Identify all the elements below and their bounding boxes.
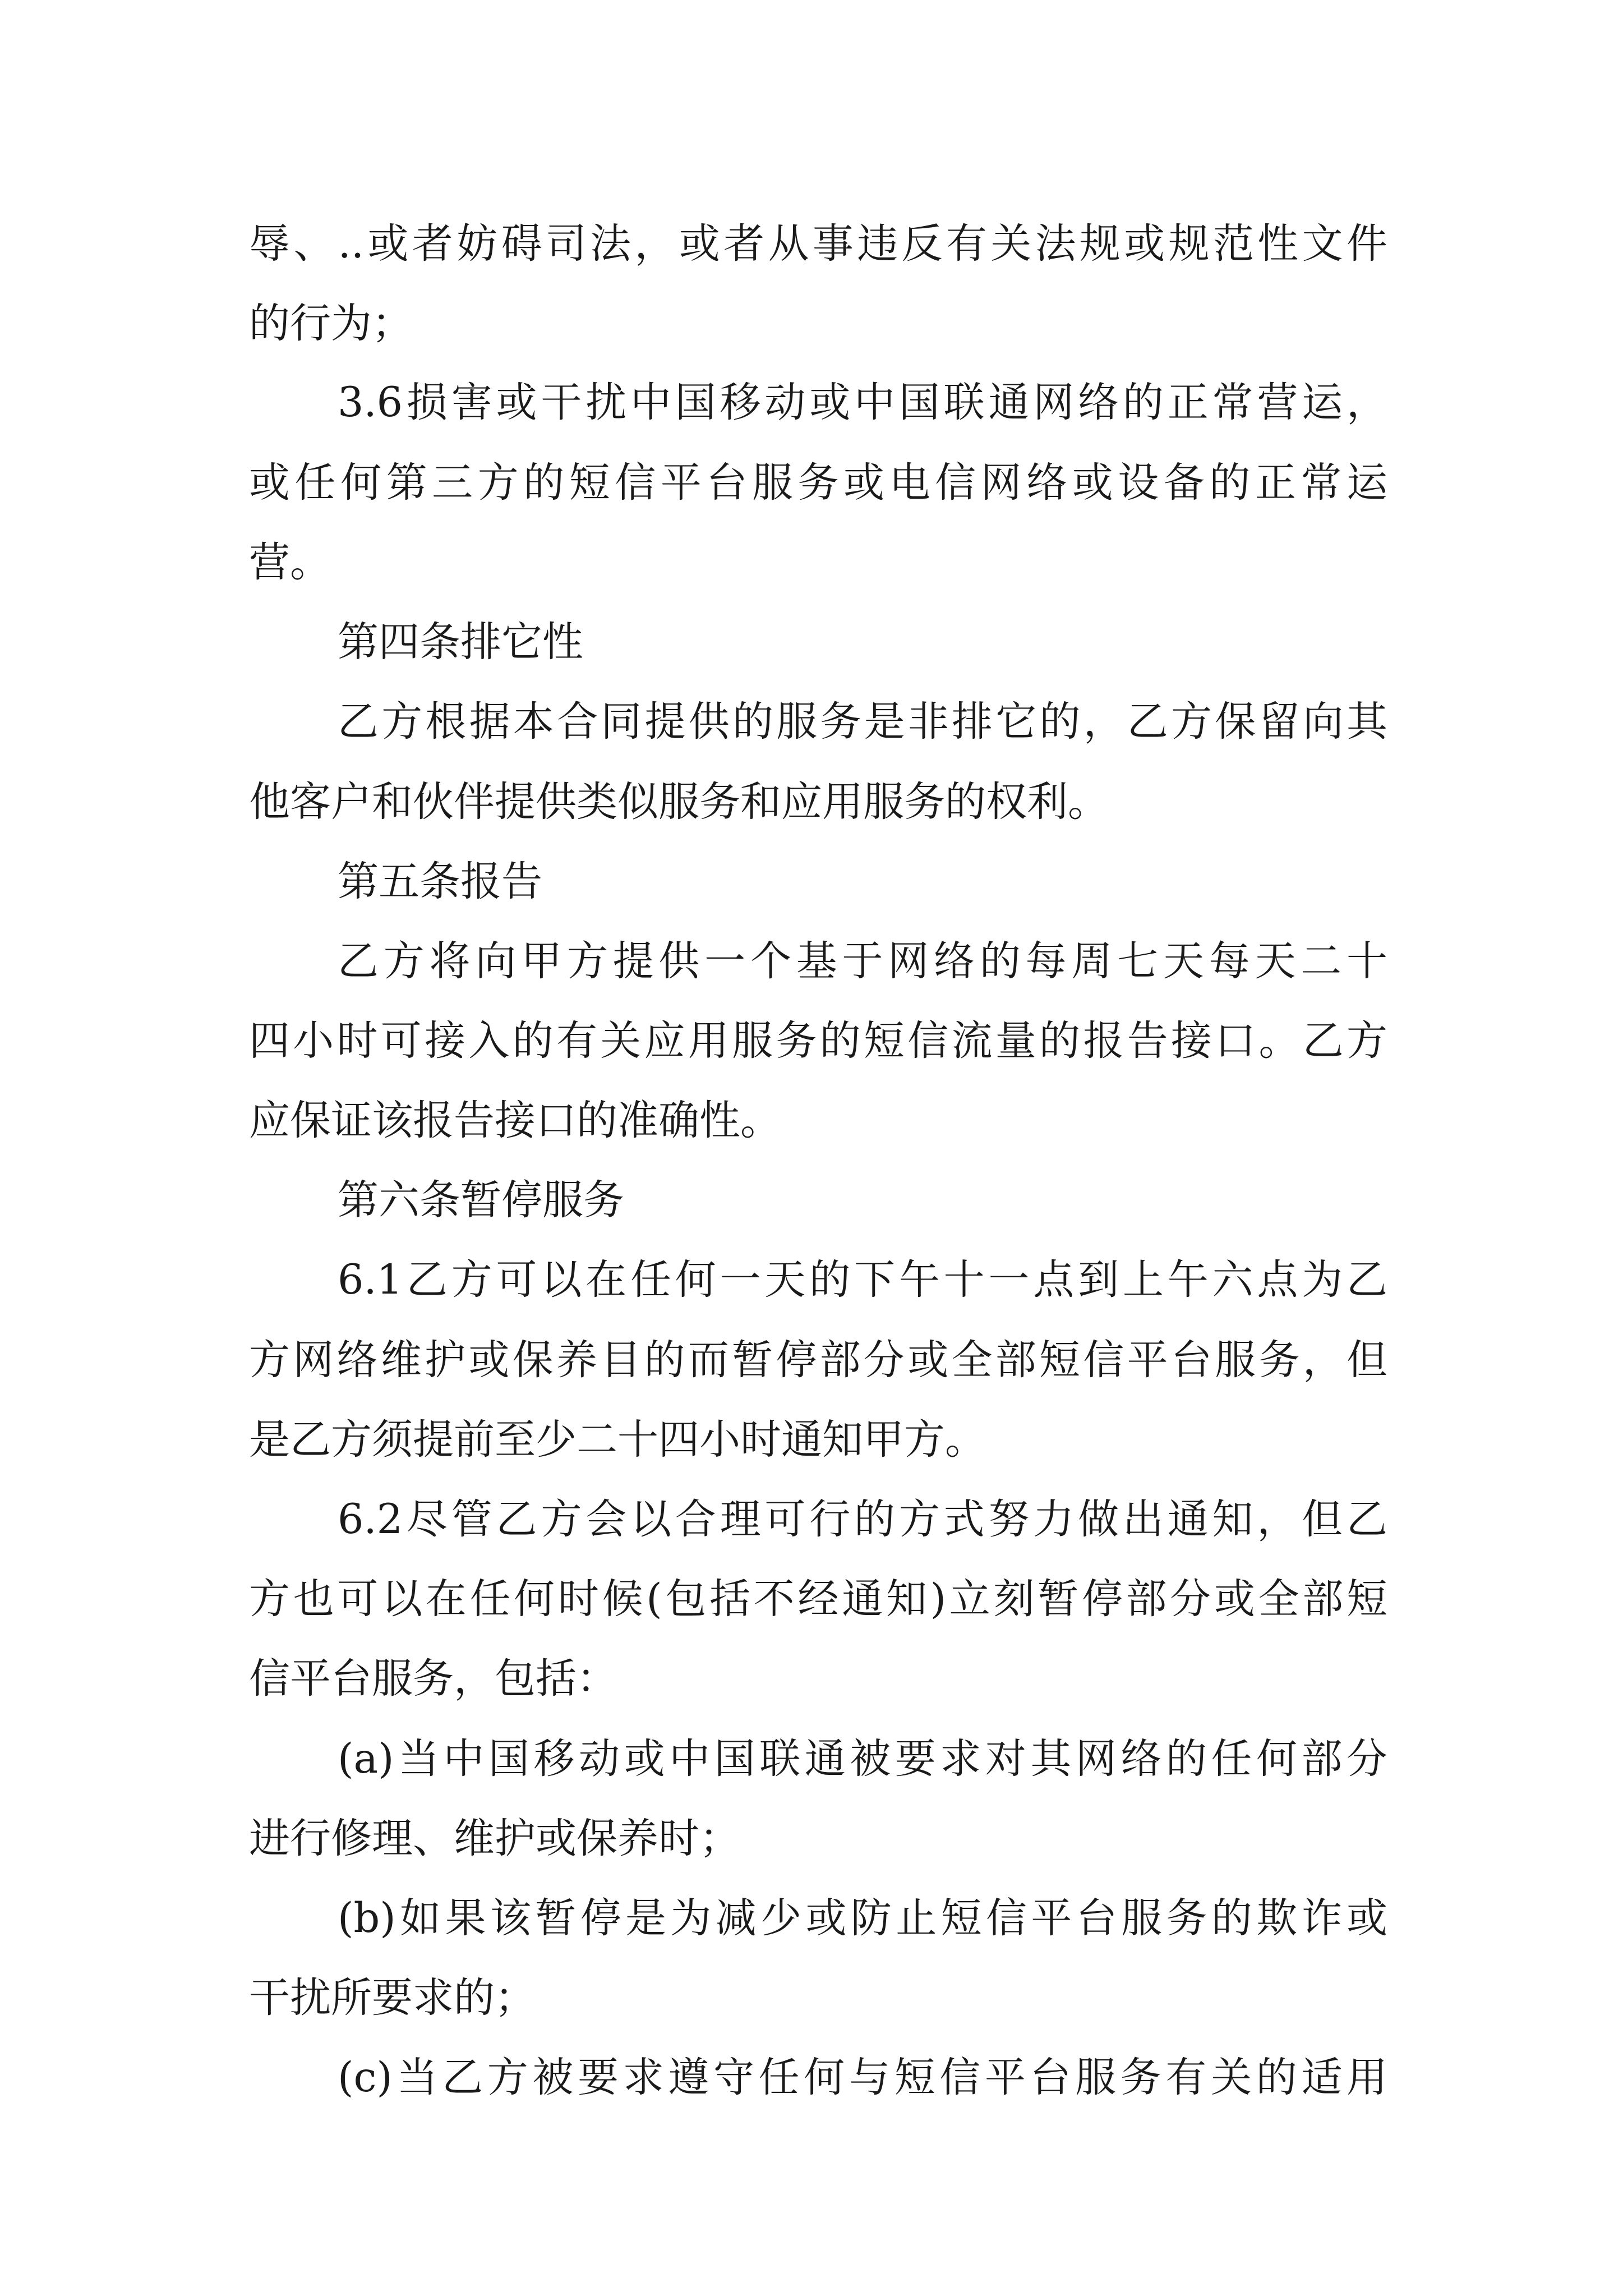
section-heading <box>338 1172 1623 1228</box>
text-line-content: 乙方将向甲方提供一个基于网络的每周七天每天二十 <box>338 937 1387 985</box>
text-line-content: (b)如果该暂停是为减少或防止短信平台服务的欺诈或 <box>338 1894 1387 1942</box>
text-line-content: 3.6损害或干扰中国移动或中国联通网络的正常营运， <box>338 379 1387 426</box>
text-line-content: 第六条暂停服务 <box>338 1176 624 1224</box>
text-line-content: 方也可以在任何时候(包括不经通知)立刻暂停部分或全部短 <box>249 1575 1387 1623</box>
section-heading <box>338 854 1623 910</box>
text-line-content: 辱、..或者妨碍司法，或者从事违反有关法规或规范性文件 <box>249 220 1387 268</box>
paragraph-start-line <box>338 1252 1623 1308</box>
text-line-content: 应保证该报告接口的准确性。 <box>249 1097 781 1144</box>
paragraph-start-line <box>338 1731 1623 1787</box>
text-line <box>249 1970 1623 2026</box>
text-line <box>249 1811 1623 1867</box>
text-line-content: 他客户和伙伴提供类似服务和应用服务的权利。 <box>249 778 1109 826</box>
text-line <box>249 1093 1623 1149</box>
paragraph-start-line <box>338 1890 1623 1947</box>
paragraph-start-line <box>338 375 1623 431</box>
text-line-content: 或任何第三方的短信平台服务或电信网络或设备的正常运 <box>249 459 1387 507</box>
text-line-content: 6.2尽管乙方会以合理可行的方式努力做出通知，但乙 <box>338 1496 1387 1543</box>
text-line-content: 干扰所要求的； <box>249 1974 536 2022</box>
text-line-content: 第四条排它性 <box>338 618 583 666</box>
text-line <box>249 216 1623 272</box>
paragraph-start-line <box>338 1492 1623 1548</box>
text-line <box>249 296 1623 352</box>
section-heading <box>338 614 1623 670</box>
text-line <box>249 1571 1623 1627</box>
text-line-content: (a)当中国移动或中国联通被要求对其网络的任何部分 <box>338 1735 1387 1783</box>
text-line <box>249 1332 1623 1388</box>
paragraph-start-line <box>338 2050 1623 2106</box>
text-line-content: 乙方根据本合同提供的服务是非排它的，乙方保留向其 <box>338 698 1387 746</box>
text-line-content: 信平台服务，包括： <box>249 1655 617 1703</box>
paragraph-start-line <box>338 933 1623 990</box>
text-line-content: 四小时可接入的有关应用服务的短信流量的报告接口。乙方 <box>249 1017 1387 1065</box>
text-line <box>249 535 1623 591</box>
paragraph-start-line <box>338 694 1623 750</box>
text-line-content: 进行修理、维护或保养时； <box>249 1815 740 1862</box>
text-line <box>249 455 1623 511</box>
text-line-content: 6.1乙方可以在任何一天的下午十一点到上午六点为乙 <box>338 1256 1387 1304</box>
text-line-content: 第五条报告 <box>338 858 542 905</box>
text-line-content: 是乙方须提前至少二十四小时通知甲方。 <box>249 1416 986 1464</box>
text-line <box>249 1013 1623 1069</box>
text-line <box>249 774 1623 830</box>
text-line-content: 营。 <box>249 539 331 586</box>
text-line <box>249 1412 1623 1468</box>
text-line-content: (c)当乙方被要求遵守任何与短信平台服务有关的适用 <box>338 2054 1387 2101</box>
text-line <box>249 1651 1623 1707</box>
text-line-content: 方网络维护或保养目的而暂停部分或全部短信平台服务，但 <box>249 1336 1387 1384</box>
text-line-content: 的行为； <box>249 300 413 347</box>
